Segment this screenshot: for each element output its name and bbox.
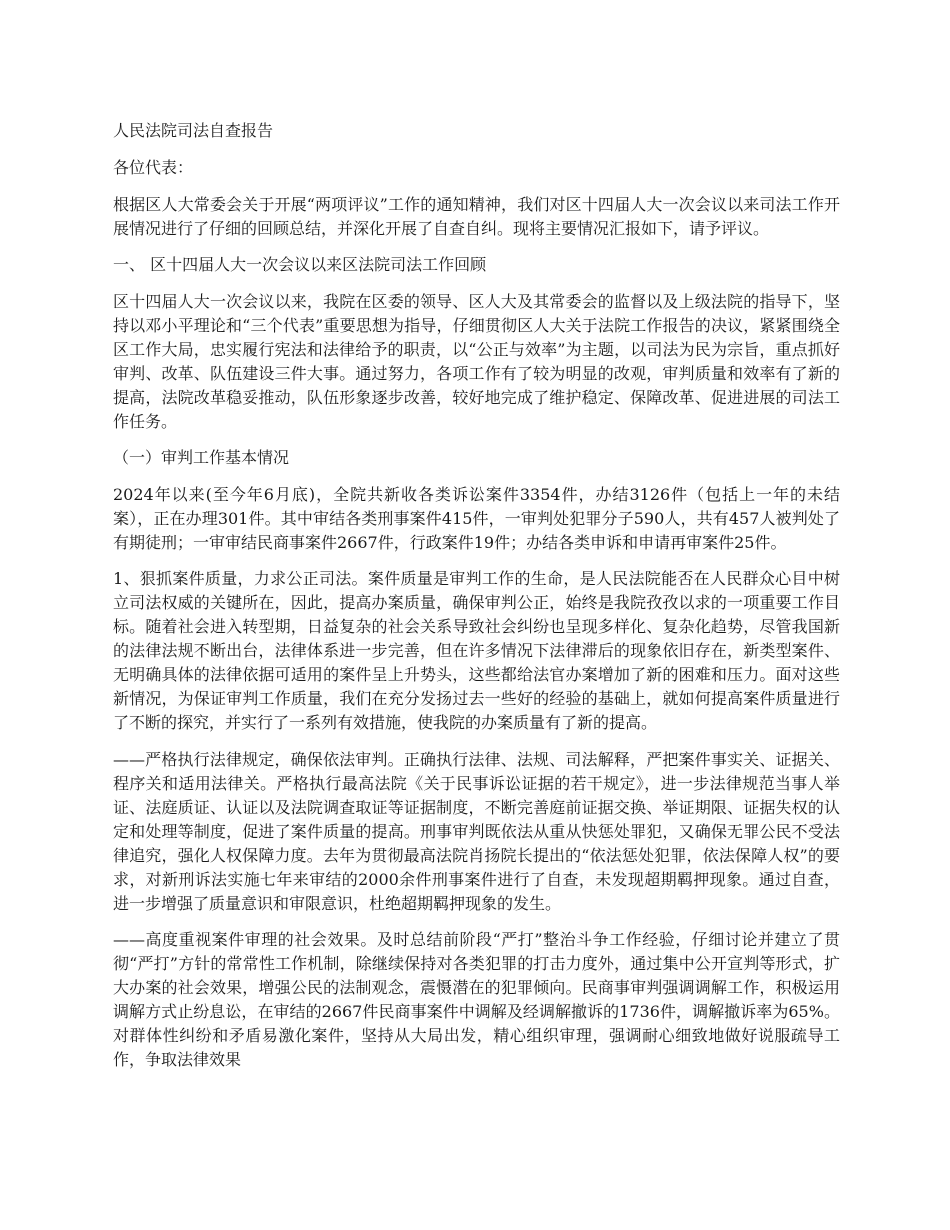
paragraph-review: 区十四届人大一次会议以来，我院在区委的领导、区人大及其常委会的监督以及上级法院的指导下，坚持以邓小平理论和“三个代表”重要思想为指导，仔细贯彻区人大关于法院工作报告的决议，紧紧围绕全区工作大局，忠实履行宪法和法律给予的职责，以“公正与效率”为主题，以司法为民为宗旨，重点抓好审判、改革、队伍建设三件大事。通过努力，各项工作有了较为明显的改观，审判质量和效率有了新的提高，法院改革稳妥推动，队伍形象逐步改善，较好地完成了维护稳定、保障改革、促进进展的司法工作任务。 — [113, 291, 840, 431]
paragraph-statistics: 2024年以来(至今年6月底)，全院共新收各类诉讼案件3354件，办结3126件（包括上一年的未结案），正在办理301件。其中审结各类刑事案件415件，一审判处犯罪分子590人，共有457人被判处了有期徒刑；一审审结民商事案件2667件，行政案件19件；办结各类申诉和申请再审案件25件。 — [113, 484, 840, 552]
salutation: 各位代表： — [113, 158, 194, 177]
document-title: 人民法院司法自查报告 — [113, 121, 274, 140]
section-heading-1: 一、 区十四届人大一次会议以来区法院司法工作回顾 — [113, 255, 487, 274]
subsection-heading-1: （一）审判工作基本情况 — [113, 448, 290, 467]
paragraph-social-effect: ——高度重视案件审理的社会效果。及时总结前阶段“严打”整治斗争工作经验，仔细讨论并建立了贯彻“严打”方针的常常性工作机制，除继续保持对各类犯罪的打击力度外，通过集中公开宣判等形式，扩大办案的社会效果，增强公民的法制观念，震慑潜在的犯罪倾向。民商事审判强调调解工作，积极运用调解方式止纷息讼，在审结的2667件民商事案件中调解及经调解撤诉的1736件，调解撤诉率为65%。对群体性纠纷和矛盾易激化案件，坚持从大局出发，精心组织审理，强调耐心细致地做好说服疏导工作，争取法律效果 — [113, 930, 840, 1069]
paragraph-lawful-trial: ——严格执行法律规定，确保依法审判。正确执行法律、法规、司法解释，严把案件事实关、证据关、程序关和适用法律关。严格执行最高法院《关于民事诉讼证据的若干规定》，进一步法律规范当事人举证、法庭质证、认证以及法院调查取证等证据制度，不断完善庭前证据交换、举证期限、证据失权的认定和处理等制度，促进了案件质量的提高。刑事审判既依法从重从快惩处罪犯，又确保无罪公民不受法律追究，强化人权保障力度。去年为贯彻最高法院肖扬院长提出的“依法惩处犯罪，依法保障人权”的要求，对新刑诉法实施七年来审结的2000余件刑事案件进行了自查，未发现超期羁押现象。通过自查，进一步增强了质量意识和审限意识，杜绝超期羁押现象的发生。 — [113, 749, 840, 913]
paragraph-case-quality: 1、狠抓案件质量，力求公正司法。案件质量是审判工作的生命，是人民法院能否在人民群众心目中树立司法权威的关键所在，因此，提高办案质量，确保审判公正，始终是我院孜孜以求的一项重要工作目标。随着社会进入转型期，日益复杂的社会关系导致社会纠纷也呈现多样化、复杂化趋势，尽管我国新的法律法规不断出台，法律体系进一步完善，但在许多情况下法律滞后的现象依旧存在，新类型案件、无明确具体的法律依据可适用的案件呈上升势头，这些都给法官办案增加了新的困难和压力。面对这些新情况，为保证审判工作质量，我们在充分发扬过去一些好的经验的基础上，就如何提高案件质量进行了不断的探究，并实行了一系列有效措施，使我院的办案质量有了新的提高。 — [113, 569, 840, 732]
document-page — [113, 119, 840, 1085]
paragraph-intro: 根据区人大常委会关于开展“两项评议”工作的通知精神，我们对区十四届人大一次会议以来司法工作开展情况进行了仔细的回顾总结，并深化开展了自查自纠。现将主要情况汇报如下，请予评议。 — [113, 194, 840, 238]
